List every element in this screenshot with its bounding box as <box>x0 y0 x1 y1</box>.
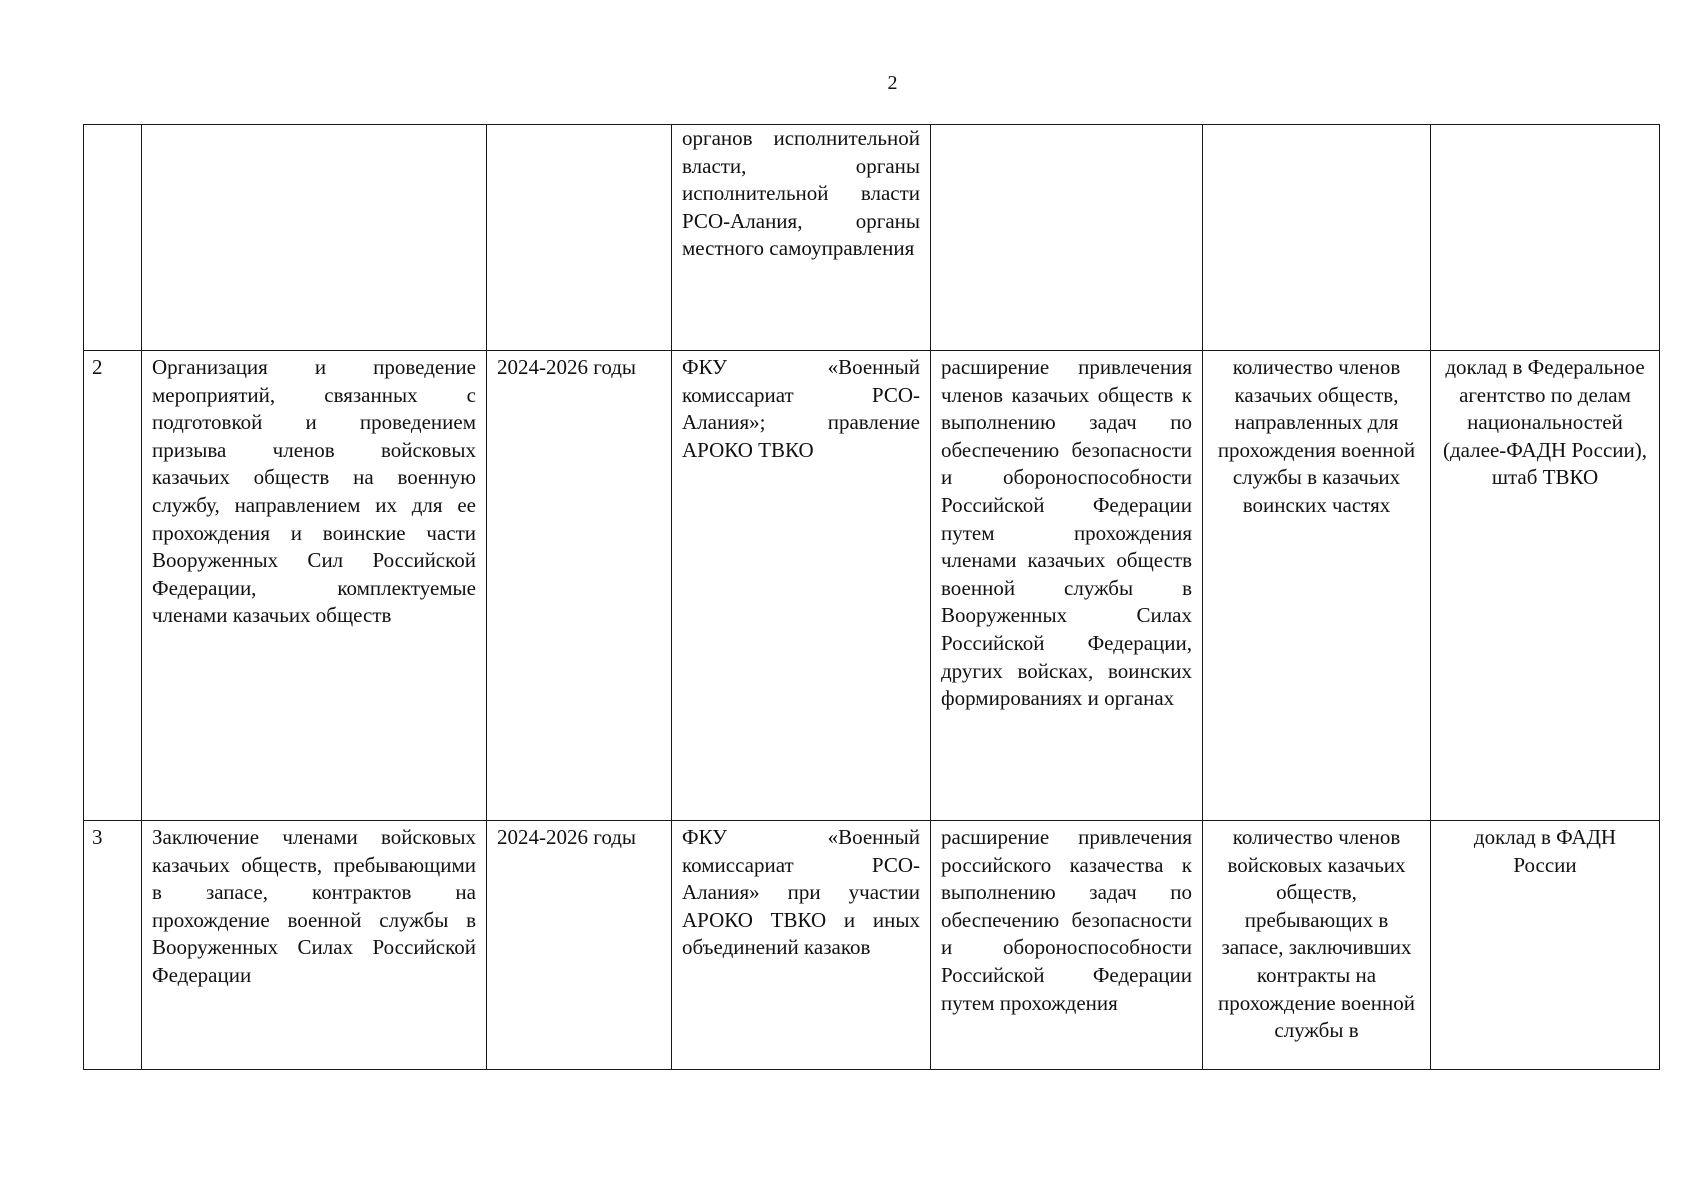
indicator-cell <box>1203 125 1431 351</box>
responsible-cell: ФКУ «Военный комиссариат РСО-Алания» при участии АРОКО ТВКО и иных объединений казаков <box>672 821 931 1070</box>
page-number: 2 <box>887 72 898 94</box>
indicator-cell: количество членов казачьих обществ, направленных для прохождения военной службы в казачьих воинских частях <box>1203 351 1431 821</box>
row-number-cell: 3 <box>84 821 142 1070</box>
term-cell: 2024-2026 годы <box>487 351 672 821</box>
activity-cell: Заключение членами войсковых казачьих обществ, пребывающими в запасе, контрактов на прохождение военной службы в Вооруженных Силах Российской Федерации <box>142 821 487 1070</box>
goal-cell: расширение привлечения членов казачьих обществ к выполнению задач по обеспечению безопасности и обороноспособности Российской Федерации путем прохождения членами казачьих обществ военной службы в Вооруженных Силах Российской Федерации, других войсках, воинских формированиях и органах <box>931 351 1203 821</box>
table-row <box>84 351 1660 821</box>
report-cell <box>1431 125 1660 351</box>
responsible-cell: органов исполнительной власти, органы исполнительной власти РСО-Алания, органы местного самоуправления <box>672 125 931 351</box>
report-cell: доклад в ФАДН России <box>1431 821 1660 1070</box>
term-cell <box>487 125 672 351</box>
activity-cell: Организация и проведение мероприятий, связанных с подготовкой и проведением призыва членов войсковых казачьих обществ на военную службу, направлением их для ее прохождения и воинские части Вооруженных Сил Российской Федерации, комплектуемые членами казачьих обществ <box>142 351 487 821</box>
goal-cell: расширение привлечения российского казачества к выполнению задач по обеспечению безопасности и обороноспособности Российской Федерации путем прохождения <box>931 821 1203 1070</box>
plan-table <box>83 124 1660 1070</box>
activity-cell <box>142 125 487 351</box>
row-number-cell: 2 <box>84 351 142 821</box>
table-row <box>84 821 1660 1070</box>
table-row <box>84 125 1660 351</box>
report-cell: доклад в Федеральное агентство по делам национальностей (далее-ФАДН России), штаб ТВКО <box>1431 351 1660 821</box>
term-cell: 2024-2026 годы <box>487 821 672 1070</box>
indicator-cell: количество членов войсковых казачьих обществ, пребывающих в запасе, заключивших контракты на прохождение военной службы в <box>1203 821 1431 1070</box>
goal-cell <box>931 125 1203 351</box>
row-number-cell <box>84 125 142 351</box>
responsible-cell: ФКУ «Военный комиссариат РСО-Алания»; правление АРОКО ТВКО <box>672 351 931 821</box>
